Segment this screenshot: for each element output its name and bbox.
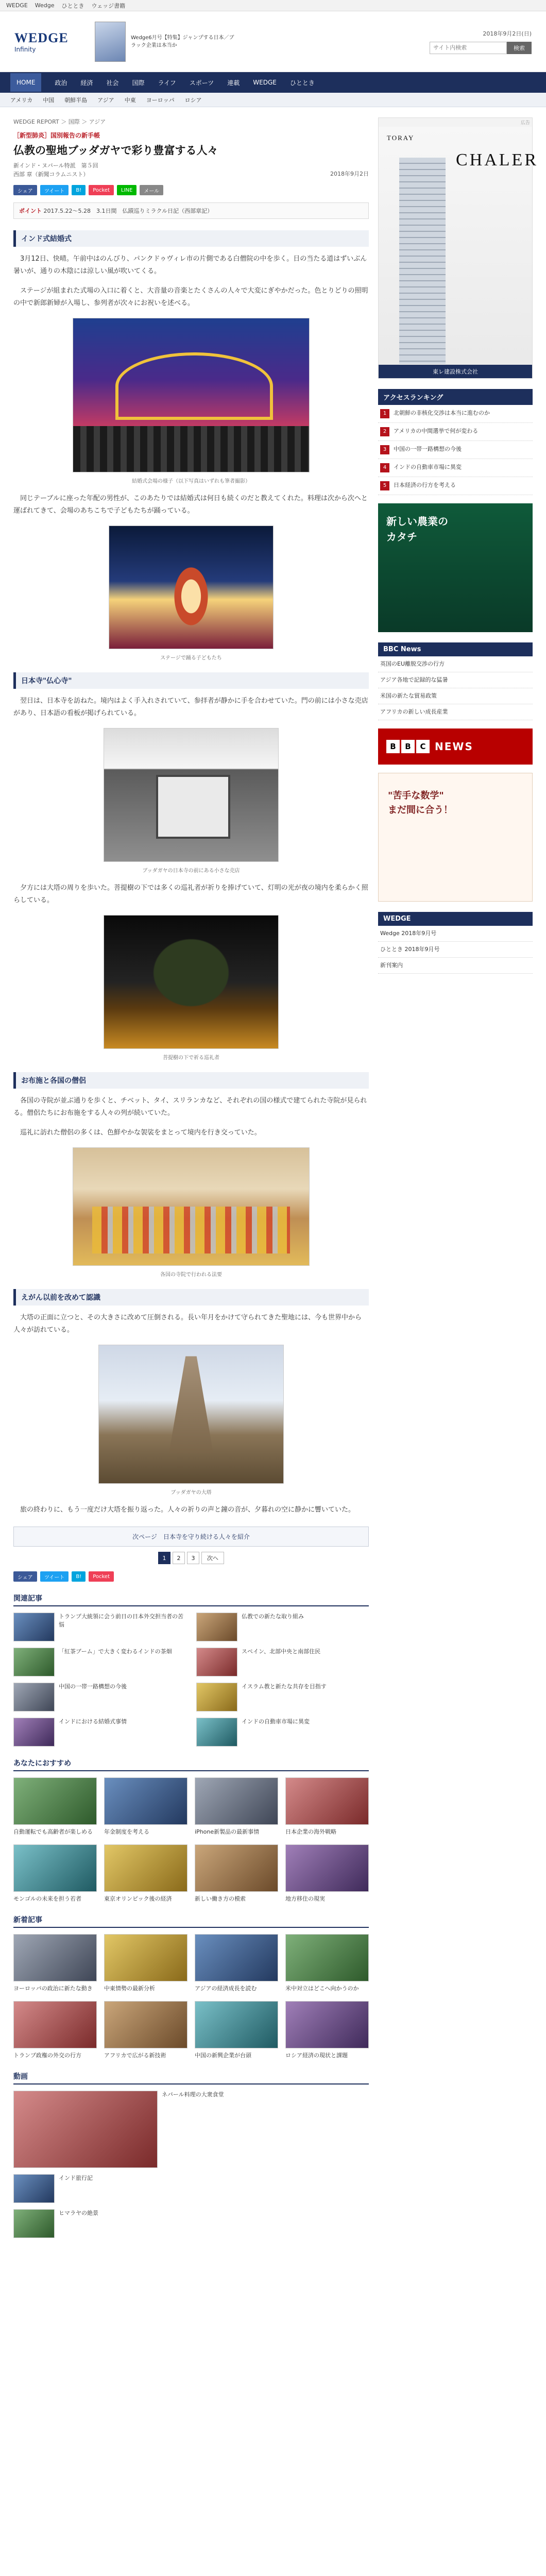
related-item[interactable]	[13, 1613, 186, 1641]
pocket-button[interactable]: Pocket	[89, 185, 114, 195]
search-input[interactable]	[430, 42, 507, 54]
article-title: 仏教の聖地ブッダガヤで彩り豊富する人々	[13, 144, 218, 157]
ranking-heading: アクセスランキング	[378, 389, 533, 405]
popular-card[interactable]	[104, 1934, 187, 1993]
wedge-item[interactable]: ひととき 2018年9月号	[378, 942, 533, 958]
toray-ad[interactable]	[378, 117, 538, 379]
agriculture-ad-text: 新しい農業の カタチ	[386, 515, 448, 543]
recommend-card[interactable]	[104, 1844, 187, 1903]
mail-share-button[interactable]: メール	[140, 185, 163, 195]
figure-caption: 菩提樹の下で祈る巡礼者	[163, 1055, 219, 1061]
video-item[interactable]	[13, 2091, 369, 2168]
video-thumb	[13, 2174, 55, 2203]
gnav-item[interactable]: ライフ	[158, 79, 176, 87]
ranking-list	[378, 405, 533, 495]
recommend-title: 年金制度を考える	[104, 1828, 149, 1835]
related-thumb	[13, 1613, 55, 1641]
related-item[interactable]	[196, 1718, 369, 1747]
series-label[interactable]: ［新型肺炎］国別報告の新手帳	[13, 132, 100, 139]
math-book-ad[interactable]	[378, 773, 533, 902]
video-title: ヒマラヤの絶景	[59, 2210, 98, 2216]
video-title: インド旅行記	[59, 2175, 93, 2181]
popular-thumb	[285, 1934, 369, 1981]
ranking-item[interactable]	[378, 459, 533, 477]
bbc-news-banner[interactable]	[378, 728, 533, 765]
ranking-title: インドの自動車市場に異変	[394, 464, 462, 470]
top-link[interactable]: Wedge	[35, 2, 55, 9]
share-buttons	[13, 185, 369, 195]
twitter-share-button[interactable]: ツイート	[40, 1571, 69, 1582]
content-wrap	[0, 107, 546, 2238]
top-link[interactable]: WEDGE	[6, 2, 28, 9]
related-title: インドの自動車市場に異変	[242, 1718, 310, 1725]
gnav-item[interactable]: 連載	[227, 79, 240, 87]
global-nav	[0, 72, 546, 93]
magazine-text: Wedge6月号【特集】ジャンプする日本／ブラック企業は本当か	[131, 35, 234, 48]
popular-title: ヨーロッパの政治に新たな動き	[13, 1985, 93, 1992]
video-heading: 動画	[13, 2071, 369, 2084]
related-title: インドにおける結婚式事情	[59, 1718, 127, 1725]
news-item[interactable]: アフリカの新しい成長産業	[378, 704, 533, 720]
recommend-thumb	[13, 1844, 97, 1892]
popular-thumb	[13, 2001, 97, 2048]
popular-thumb	[195, 1934, 278, 1981]
gnav-item[interactable]: 経済	[80, 79, 93, 87]
recommend-title: 新しい働き方の模索	[195, 1895, 246, 1902]
next-page-link[interactable]: 次ページ 日本寺を守り続ける人々を紹介	[13, 1527, 369, 1547]
related-item[interactable]	[13, 1648, 186, 1676]
recommend-card[interactable]	[285, 1777, 369, 1836]
section-heading: お布施と各国の僧侶	[13, 1072, 369, 1089]
gnav-item[interactable]: スポーツ	[189, 79, 214, 87]
body-paragraph: 同じテーブルに座った年配の男性が、このあたりでは結婚式は何日も続くのだと教えてくれた。料理は次から次へと運ばれてきて、会場のあちこちで子どもたちが踊っている。	[13, 495, 368, 515]
sidebar	[378, 117, 538, 2238]
ranking-title: 中国の一帯一路構想の今後	[394, 446, 462, 452]
popular-card[interactable]	[104, 2001, 187, 2060]
related-thumb	[13, 1718, 55, 1747]
gnav-item[interactable]: 政治	[55, 79, 67, 87]
wedge-item[interactable]: Wedge 2018年9月号	[378, 926, 533, 942]
video-item[interactable]	[13, 2174, 369, 2203]
video-thumb	[13, 2209, 55, 2238]
subnav-item[interactable]: 朝鮮半島	[64, 96, 88, 104]
publish-date: 2018年9月2日	[330, 171, 369, 177]
related-title: 中国の一帯一路構想の今後	[59, 1683, 127, 1690]
news-heading: BBC News	[378, 642, 533, 656]
body-paragraph: 巡礼に訪れた僧侶の多くは、色鮮やかな袈裟をまとって境内を行き交っていた。	[20, 1129, 261, 1137]
gnav-item[interactable]: 社会	[106, 79, 119, 87]
related-item[interactable]	[13, 1718, 186, 1747]
article-author-name[interactable]: 西部 章（新聞コラムニスト）	[13, 171, 89, 178]
rank-number: 5	[380, 481, 389, 490]
facebook-share-button[interactable]: シェア	[13, 185, 37, 195]
main-column	[13, 117, 369, 2238]
recommend-thumb	[104, 1844, 187, 1892]
top-link[interactable]: ひととき	[61, 2, 84, 9]
recommend-card[interactable]	[195, 1777, 278, 1836]
gnav-item[interactable]: 国際	[132, 79, 145, 87]
ranking-title: 日本経済の行方を考える	[394, 482, 456, 488]
popular-title: トランプ政権の外交の行方	[13, 2052, 81, 2059]
article-summary-box	[13, 202, 369, 219]
toray-ad-visual	[379, 127, 538, 378]
popular-title: アフリカで広がる新技術	[104, 2052, 166, 2059]
page-2-button[interactable]: 2	[173, 1552, 185, 1564]
pagination	[13, 1552, 369, 1564]
breadcrumb[interactable]: WEDGE REPORT ＞ 国際 ＞ アジア	[13, 118, 106, 125]
related-title: 仏教での新たな取り組み	[242, 1613, 304, 1620]
share-buttons-bottom	[13, 1571, 369, 1582]
summary-label: ポイント	[19, 208, 42, 214]
magazine-cover	[95, 22, 126, 62]
toray-footer: 東レ建設株式会社	[379, 365, 532, 378]
subnav-item[interactable]: 中東	[124, 96, 136, 104]
toray-product-name: CHALER	[456, 150, 538, 170]
magazine-promo[interactable]	[95, 22, 239, 62]
gnav-item[interactable]: WEDGE	[253, 79, 277, 86]
subnav-item[interactable]: アメリカ	[10, 96, 33, 104]
dancing-children-photo[interactable]	[109, 526, 274, 649]
twitter-share-button[interactable]: ツイート	[40, 185, 69, 195]
figure-caption: ブッダガヤの日本寺の前にある小さな売店	[142, 868, 240, 874]
popular-thumb	[13, 1934, 97, 1981]
video-item[interactable]	[13, 2209, 369, 2238]
recommend-title: 自動運転でも高齢者が楽しめる	[13, 1828, 93, 1835]
recommend-card[interactable]	[195, 1844, 278, 1903]
logo-main: WEDGE	[14, 30, 69, 45]
related-list	[13, 1613, 369, 1747]
recommend-heading: あなたにおすすめ	[13, 1758, 369, 1771]
news-item[interactable]: 英国のEU離脱交渉の行方	[378, 656, 533, 672]
body-paragraph: 夕方には大塔の周りを歩いた。菩提樹の下では多くの巡礼者が祈りを捧げていて、灯明の光が夜の境内を柔らかく照らしている。	[13, 884, 368, 904]
related-title: 「紅茶ブーム」で大きく変わるインドの茶畑	[59, 1648, 172, 1655]
facebook-share-button[interactable]: シェア	[13, 1571, 37, 1582]
subnav-item[interactable]: アジア	[97, 96, 114, 104]
bbc-logo: B B C	[386, 740, 430, 753]
toray-brand: TORAY	[387, 134, 415, 142]
recommend-title: 日本企業の海外戦略	[285, 1828, 336, 1835]
figure-caption: 各国の寺院で行われる法要	[160, 1272, 222, 1278]
related-title: スペイン、北部中央と南部住民	[242, 1648, 321, 1655]
sub-nav	[0, 93, 546, 107]
related-item[interactable]	[196, 1648, 369, 1676]
header-date: 2018年9月2日(日)	[483, 30, 532, 37]
news-item[interactable]: アジア各地で記録的な猛暑	[378, 672, 533, 688]
popular-card[interactable]	[195, 1934, 278, 1993]
recommend-card[interactable]	[285, 1844, 369, 1903]
section-heading: 日本寺"仏心寺"	[13, 672, 369, 689]
recommend-title: モンゴルの未来を担う若者	[13, 1895, 81, 1902]
figure-caption: ブッダガヤの大塔	[170, 1490, 212, 1496]
section-heading: インド式結婚式	[13, 230, 369, 247]
recommend-title: iPhone新製品の最新事情	[195, 1828, 260, 1835]
hatena-bookmark-button[interactable]: B!	[72, 185, 86, 195]
popular-title: 中国の新興企業が台頭	[195, 2052, 251, 2059]
rank-number: 3	[380, 445, 389, 454]
popular-card[interactable]	[285, 1934, 369, 1993]
wedge-list	[378, 926, 533, 974]
news-list	[378, 656, 533, 720]
ad-label: 広告	[520, 121, 530, 126]
popular-thumb	[104, 1934, 187, 1981]
recommend-title: 東京オリンピック後の経済	[104, 1895, 172, 1902]
article-figure	[13, 728, 369, 862]
video-title: ネパール料理の大衆食堂	[162, 2091, 224, 2098]
popular-thumb	[285, 2001, 369, 2048]
rank-number: 4	[380, 463, 389, 472]
popular-thumb	[104, 2001, 187, 2048]
wedge-item[interactable]: 新刊案内	[378, 958, 533, 974]
related-thumb	[196, 1683, 237, 1711]
related-thumb	[13, 1683, 55, 1711]
page-3-button[interactable]: 3	[187, 1552, 199, 1564]
related-thumb	[196, 1648, 237, 1676]
recommend-thumb	[195, 1777, 278, 1825]
body-paragraph: 各国の寺院が並ぶ通りを歩くと、チベット、タイ、スリランカなど、それぞれの国の様式で建てられた寺院が見られる。僧侶たちにお布施をする人々の列が続いていた。	[13, 1097, 367, 1117]
line-share-button[interactable]: LINE	[117, 185, 136, 195]
pocket-button[interactable]: Pocket	[89, 1571, 114, 1582]
agriculture-ad[interactable]	[378, 503, 533, 632]
subnav-item[interactable]: ロシア	[184, 96, 202, 104]
news-item[interactable]: 米国の新たな貿易政策	[378, 688, 533, 704]
related-item[interactable]	[196, 1613, 369, 1641]
recommend-thumb	[285, 1777, 369, 1825]
body-paragraph: 3月12日、快晴。午前中はのんびり、パンクドゥヴィレ市の片側である白僧院の中を歩く。日の当たる道はずいぶん暑いが、通りの木陰には涼しい風が吹いてくる。	[13, 255, 367, 275]
recommend-thumb	[285, 1844, 369, 1892]
related-title: トランプ大統領に会う前日の日本外交担当者の苦悩	[59, 1613, 183, 1628]
recommend-title: 地方移住の現実	[285, 1895, 325, 1902]
search-button[interactable]: 検索	[507, 42, 532, 54]
related-title: イスラム教と新たな共存を目指す	[242, 1683, 327, 1690]
temple-ceremony-photo[interactable]	[73, 1147, 310, 1266]
wedge-heading: WEDGE	[378, 912, 533, 926]
video-thumb	[13, 2091, 158, 2168]
next-page-button[interactable]: 次へ	[201, 1552, 224, 1564]
tower-image	[399, 158, 446, 364]
top-link[interactable]: ウェッジ書籍	[91, 2, 126, 9]
article-figure	[13, 915, 369, 1049]
figure-caption: ステージで踊る子どもたち	[160, 655, 222, 661]
related-thumb	[196, 1613, 237, 1641]
ranking-item[interactable]	[378, 477, 533, 495]
recommend-thumb	[195, 1844, 278, 1892]
popular-title: 中東情勢の最新分析	[104, 1985, 155, 1992]
body-paragraph: 大塔の正面に立つと、その大きさに改めて圧倒される。長い年月をかけて守られてきた聖地には、今も世界中から人々が訪れている。	[13, 1314, 362, 1334]
rank-number: 1	[380, 409, 389, 418]
figure-caption: 結婚式会場の様子（以下写真はいずれも筆者撮影）	[132, 479, 250, 484]
math-book-ad-text: "苦手な数学" まだ間に合う！	[388, 790, 453, 816]
site-header	[0, 11, 546, 72]
related-thumb	[196, 1718, 237, 1747]
popular-title: ロシア経済の現状と課題	[285, 2052, 348, 2059]
popular-title: アジアの経済成長を読む	[195, 1985, 257, 1992]
related-item[interactable]	[196, 1683, 369, 1711]
popular-thumb	[195, 2001, 278, 2048]
ranking-item[interactable]	[378, 423, 533, 441]
rank-number: 2	[380, 427, 389, 436]
article-author: 新インド・ヌパール特派 第５回	[13, 162, 98, 169]
ranking-title: アメリカの中間選挙で何が変わる	[394, 428, 479, 434]
search-form	[430, 42, 532, 54]
popular-title: 米中対立はどこへ向かうのか	[285, 1985, 359, 1992]
subnav-item[interactable]: 中国	[43, 96, 55, 104]
related-heading: 関連記事	[13, 1593, 369, 1606]
popular-heading: 新着記事	[13, 1914, 369, 1928]
recommend-thumb	[13, 1777, 97, 1825]
body-paragraph: 翌日は、日本寺を訪ねた。境内はよく手入れされていて、参拝者が静かに手を合わせていた。門の前には小さな売店があり、日本語の看板が掲げられている。	[13, 697, 368, 717]
bodhi-tree-photo[interactable]	[104, 915, 279, 1049]
section-heading: えがん以前を改めて認識	[13, 1289, 369, 1306]
ranking-title: 北朝鮮の非核化交渉は本当に進むのか	[394, 410, 490, 416]
ranking-item[interactable]	[378, 441, 533, 459]
ranking-item[interactable]	[378, 405, 533, 423]
summary-text: 2017.5.22～5.28 3.1日間 仏蹟巡りミラクル日記（西部章記）	[43, 208, 213, 214]
top-bar	[0, 0, 546, 11]
header-right	[430, 29, 532, 54]
gnav-item[interactable]: ひととき	[289, 79, 315, 87]
site-logo[interactable]	[14, 26, 79, 57]
recommend-card[interactable]	[13, 1844, 97, 1903]
popular-card[interactable]	[13, 1934, 97, 1993]
japanese-temple-shop-photo[interactable]	[104, 728, 279, 862]
recommend-card[interactable]	[104, 1777, 187, 1836]
popular-card[interactable]	[195, 2001, 278, 2060]
gnav-item[interactable]: HOME	[10, 73, 41, 92]
page-1-button[interactable]: 1	[158, 1552, 170, 1564]
popular-card[interactable]	[285, 2001, 369, 2060]
bbc-news-label: NEWS	[435, 740, 473, 753]
article-figure	[13, 318, 369, 472]
popular-grid	[13, 1934, 369, 2060]
logo-sub: Infinity	[14, 45, 36, 53]
hatena-bookmark-button[interactable]: B!	[72, 1571, 86, 1582]
mahabodhi-stupa-photo[interactable]	[98, 1345, 284, 1484]
video-list	[13, 2091, 369, 2238]
article-figure	[13, 526, 369, 649]
related-thumb	[13, 1648, 55, 1676]
recommend-grid	[13, 1777, 369, 1903]
body-paragraph: ステージが組まれた式場の入口に着くと、大音量の音楽とたくさんの人々で大変にぎやかだった。色とりどりの照明の中で新郎新婦が入場し、参列者が次々にお祝いを述べる。	[13, 287, 368, 307]
subnav-item[interactable]: ヨーロッパ	[146, 96, 175, 104]
article-figure	[13, 1147, 369, 1266]
popular-card[interactable]	[13, 2001, 97, 2060]
related-item[interactable]	[13, 1683, 186, 1711]
body-paragraph: 旅の終わりに、もう一度だけ大塔を振り返った。人々の祈りの声と鐘の音が、夕暮れの空に静かに響いていた。	[20, 1506, 355, 1514]
article-figure	[13, 1345, 369, 1484]
recommend-thumb	[104, 1777, 187, 1825]
recommend-card[interactable]	[13, 1777, 97, 1836]
wedding-stage-photo[interactable]	[73, 318, 310, 472]
